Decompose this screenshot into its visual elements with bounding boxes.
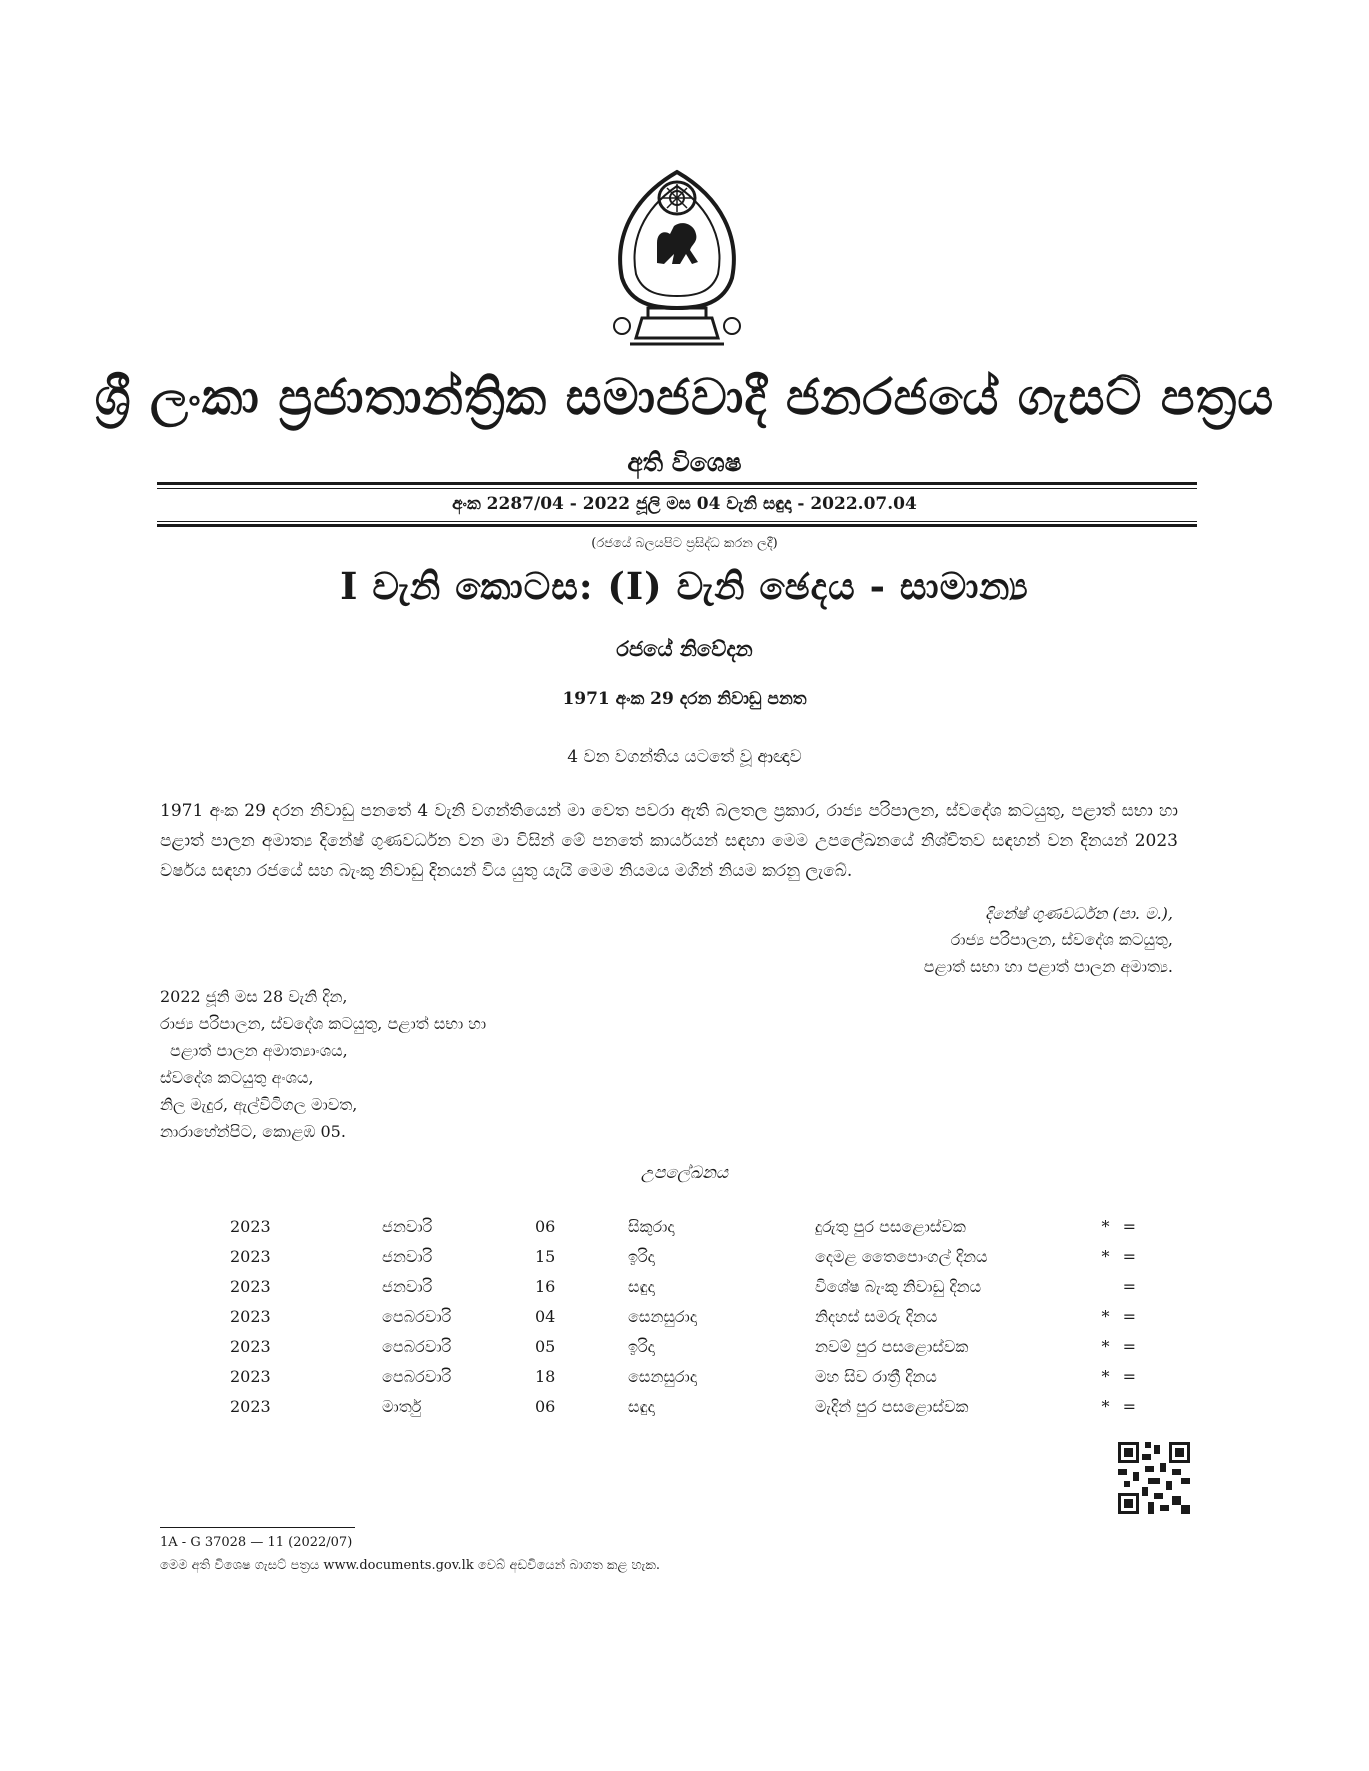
row-year: 2023 <box>230 1277 271 1296</box>
row-day: 06 <box>535 1217 556 1236</box>
schedule-row <box>0 1337 1369 1367</box>
signatory-title: රාජ්‍ය පරිපාලන, ස්වදේශ කටයුතු, <box>950 930 1173 949</box>
header-rule <box>157 482 1197 485</box>
footer-code: 1A - G 37028 — 11 (2022/07) <box>160 1535 353 1550</box>
row-day: 18 <box>535 1367 556 1386</box>
row-weekday: සඳුදා <box>628 1277 655 1296</box>
row-marks: * = <box>1101 1307 1140 1326</box>
row-holiday: නිදහස් සමරු දිනය <box>815 1307 938 1326</box>
gazette-title: ශ්‍රී ලංකා ප්‍රජාතාන්ත්‍රික සමාජවාදී ජනරජයේ ගැසට් පත්‍රය <box>94 368 1275 426</box>
header-rule <box>157 524 1197 527</box>
schedule-row <box>0 1307 1369 1337</box>
row-marks: * = <box>1101 1367 1140 1386</box>
row-year: 2023 <box>230 1307 271 1326</box>
row-marks: = <box>1122 1277 1140 1296</box>
signatory-name: දිනේෂ් ගුණවර්ධන (පා. ම.), <box>985 904 1173 923</box>
row-weekday: සඳුදා <box>628 1397 655 1416</box>
issue-line: අංක 2287/04 - 2022 ජූලි මස 04 වැනි සඳුදා - 2022.07.04 <box>452 494 917 514</box>
footer-note: මෙම අති විශෙෂ ගැසට් පත්‍රය www.documents.gov.lk වෙබ් අඩවියෙන් බාගත කළ හැක. <box>160 1558 661 1573</box>
address-line: 2022 ජූනි මස 28 වැනි දින, <box>160 987 348 1006</box>
row-year: 2023 <box>230 1217 271 1236</box>
row-marks: * = <box>1101 1397 1140 1416</box>
row-month: පෙබරවාරි <box>382 1337 452 1356</box>
header-rule <box>157 521 1197 522</box>
row-holiday: දුරුතු පුර පසළොස්වක <box>815 1217 966 1236</box>
schedule-row <box>0 1247 1369 1277</box>
row-year: 2023 <box>230 1367 271 1386</box>
row-day: 16 <box>535 1277 556 1296</box>
row-holiday: මැදින් පුර පසළොස්වක <box>815 1397 969 1416</box>
row-day: 05 <box>535 1337 556 1356</box>
row-year: 2023 <box>230 1337 271 1356</box>
signatory-title: පළාත් සභා හා පළාත් පාලන අමාත්‍ය. <box>923 957 1173 976</box>
order-heading: 4 වන වගන්තිය යටතේ වූ ආඥාව <box>567 747 802 767</box>
row-day: 15 <box>535 1247 556 1266</box>
row-day: 04 <box>535 1307 556 1326</box>
footer-rule <box>160 1527 355 1528</box>
row-weekday: සෙනසුරාදා <box>628 1367 697 1386</box>
row-marks: * = <box>1101 1247 1140 1266</box>
address-line: පළාත් පාලන අමාත්‍යාංශය, <box>170 1041 348 1060</box>
row-month: ජනවාරි <box>382 1217 433 1236</box>
header-rule <box>157 488 1197 489</box>
row-month: ජනවාරි <box>382 1277 433 1296</box>
row-year: 2023 <box>230 1247 271 1266</box>
row-marks: * = <box>1101 1217 1140 1236</box>
row-month: පෙබරවාරි <box>382 1307 452 1326</box>
part-heading: I වැනි කොටස: (I) වැනි ඡෙදය - සාමාන්‍ය <box>340 564 1029 608</box>
notification-heading: රජයේ නිවේදන <box>616 636 753 661</box>
row-month: පෙබරවාරි <box>382 1367 452 1386</box>
schedule-row <box>0 1277 1369 1307</box>
qr-code-icon <box>1118 1442 1190 1514</box>
row-marks: * = <box>1101 1337 1140 1356</box>
row-holiday: මහ සිව රාත්‍රී දිනය <box>815 1367 937 1386</box>
row-year: 2023 <box>230 1397 271 1416</box>
row-weekday: ඉරිදා <box>628 1247 655 1266</box>
schedule-row <box>0 1217 1369 1247</box>
address-line: ස්වදේශ කටයුතු අංශය, <box>160 1068 314 1087</box>
gazette-subtitle: අති විශෙෂ <box>627 448 742 477</box>
row-month: ජනවාරි <box>382 1247 433 1266</box>
row-holiday: නවම් පුර පසළොස්වක <box>815 1337 969 1356</box>
schedule-row <box>0 1397 1369 1427</box>
row-holiday: දෙමළ තෛපොංගල් දිනය <box>815 1247 988 1266</box>
row-day: 06 <box>535 1397 556 1416</box>
row-weekday: සෙනසුරාදා <box>628 1307 697 1326</box>
address-line: නිල මැදුර, ඇල්විටිගල මාවත, <box>160 1095 358 1114</box>
row-month: මාර්තු <box>382 1397 422 1416</box>
row-holiday: විශේෂ බැංකු නිවාඩු දිනය <box>815 1277 982 1296</box>
body-paragraph: 1971 අංක 29 දරන නිවාඩු පනතේ 4 වැනි වගන්තියෙන් මා වෙත පවරා ඇති බලතල ප්‍රකාර, රාජ්‍ය පරිපාලන, ස්වදේශ කටයුතු, පළාත් සභා හා පළාත් පාලන අමාත්‍ය දිනේෂ් ගුණවර්ධන වන මා විසින් මේ පනතේ කාර්යයන් සඳහා මෙම උපලේඛනයේ නිශ්චිතව සඳහන් වන දිනයන් 2023 වර්ෂය සඳහා රජයේ සහ බැංකු නිවාඩු දිනයන් විය යුතු යැයි මෙම නියමය මගින් නියම කරනු ලැබේ. <box>160 801 1178 881</box>
row-weekday: සිකුරාදා <box>628 1217 675 1236</box>
address-line: නාරාහේන්පිට, කොළඹ 05. <box>160 1122 346 1141</box>
act-heading: 1971 අංක 29 දරන නිවාඩු පනත <box>562 689 807 709</box>
schedule-row <box>0 1367 1369 1397</box>
published-note: (රජයේ බලයපිට ප්‍රසිද්ධ කරන ලදී) <box>591 536 778 551</box>
row-weekday: ඉරිදා <box>628 1337 655 1356</box>
address-line: රාජ්‍ය පරිපාලන, ස්වදේශ කටයුතු, පළාත් සභා හා <box>160 1014 487 1033</box>
sri-lanka-emblem-icon <box>602 158 752 350</box>
schedule-title: උපලේඛනය <box>640 1163 729 1183</box>
